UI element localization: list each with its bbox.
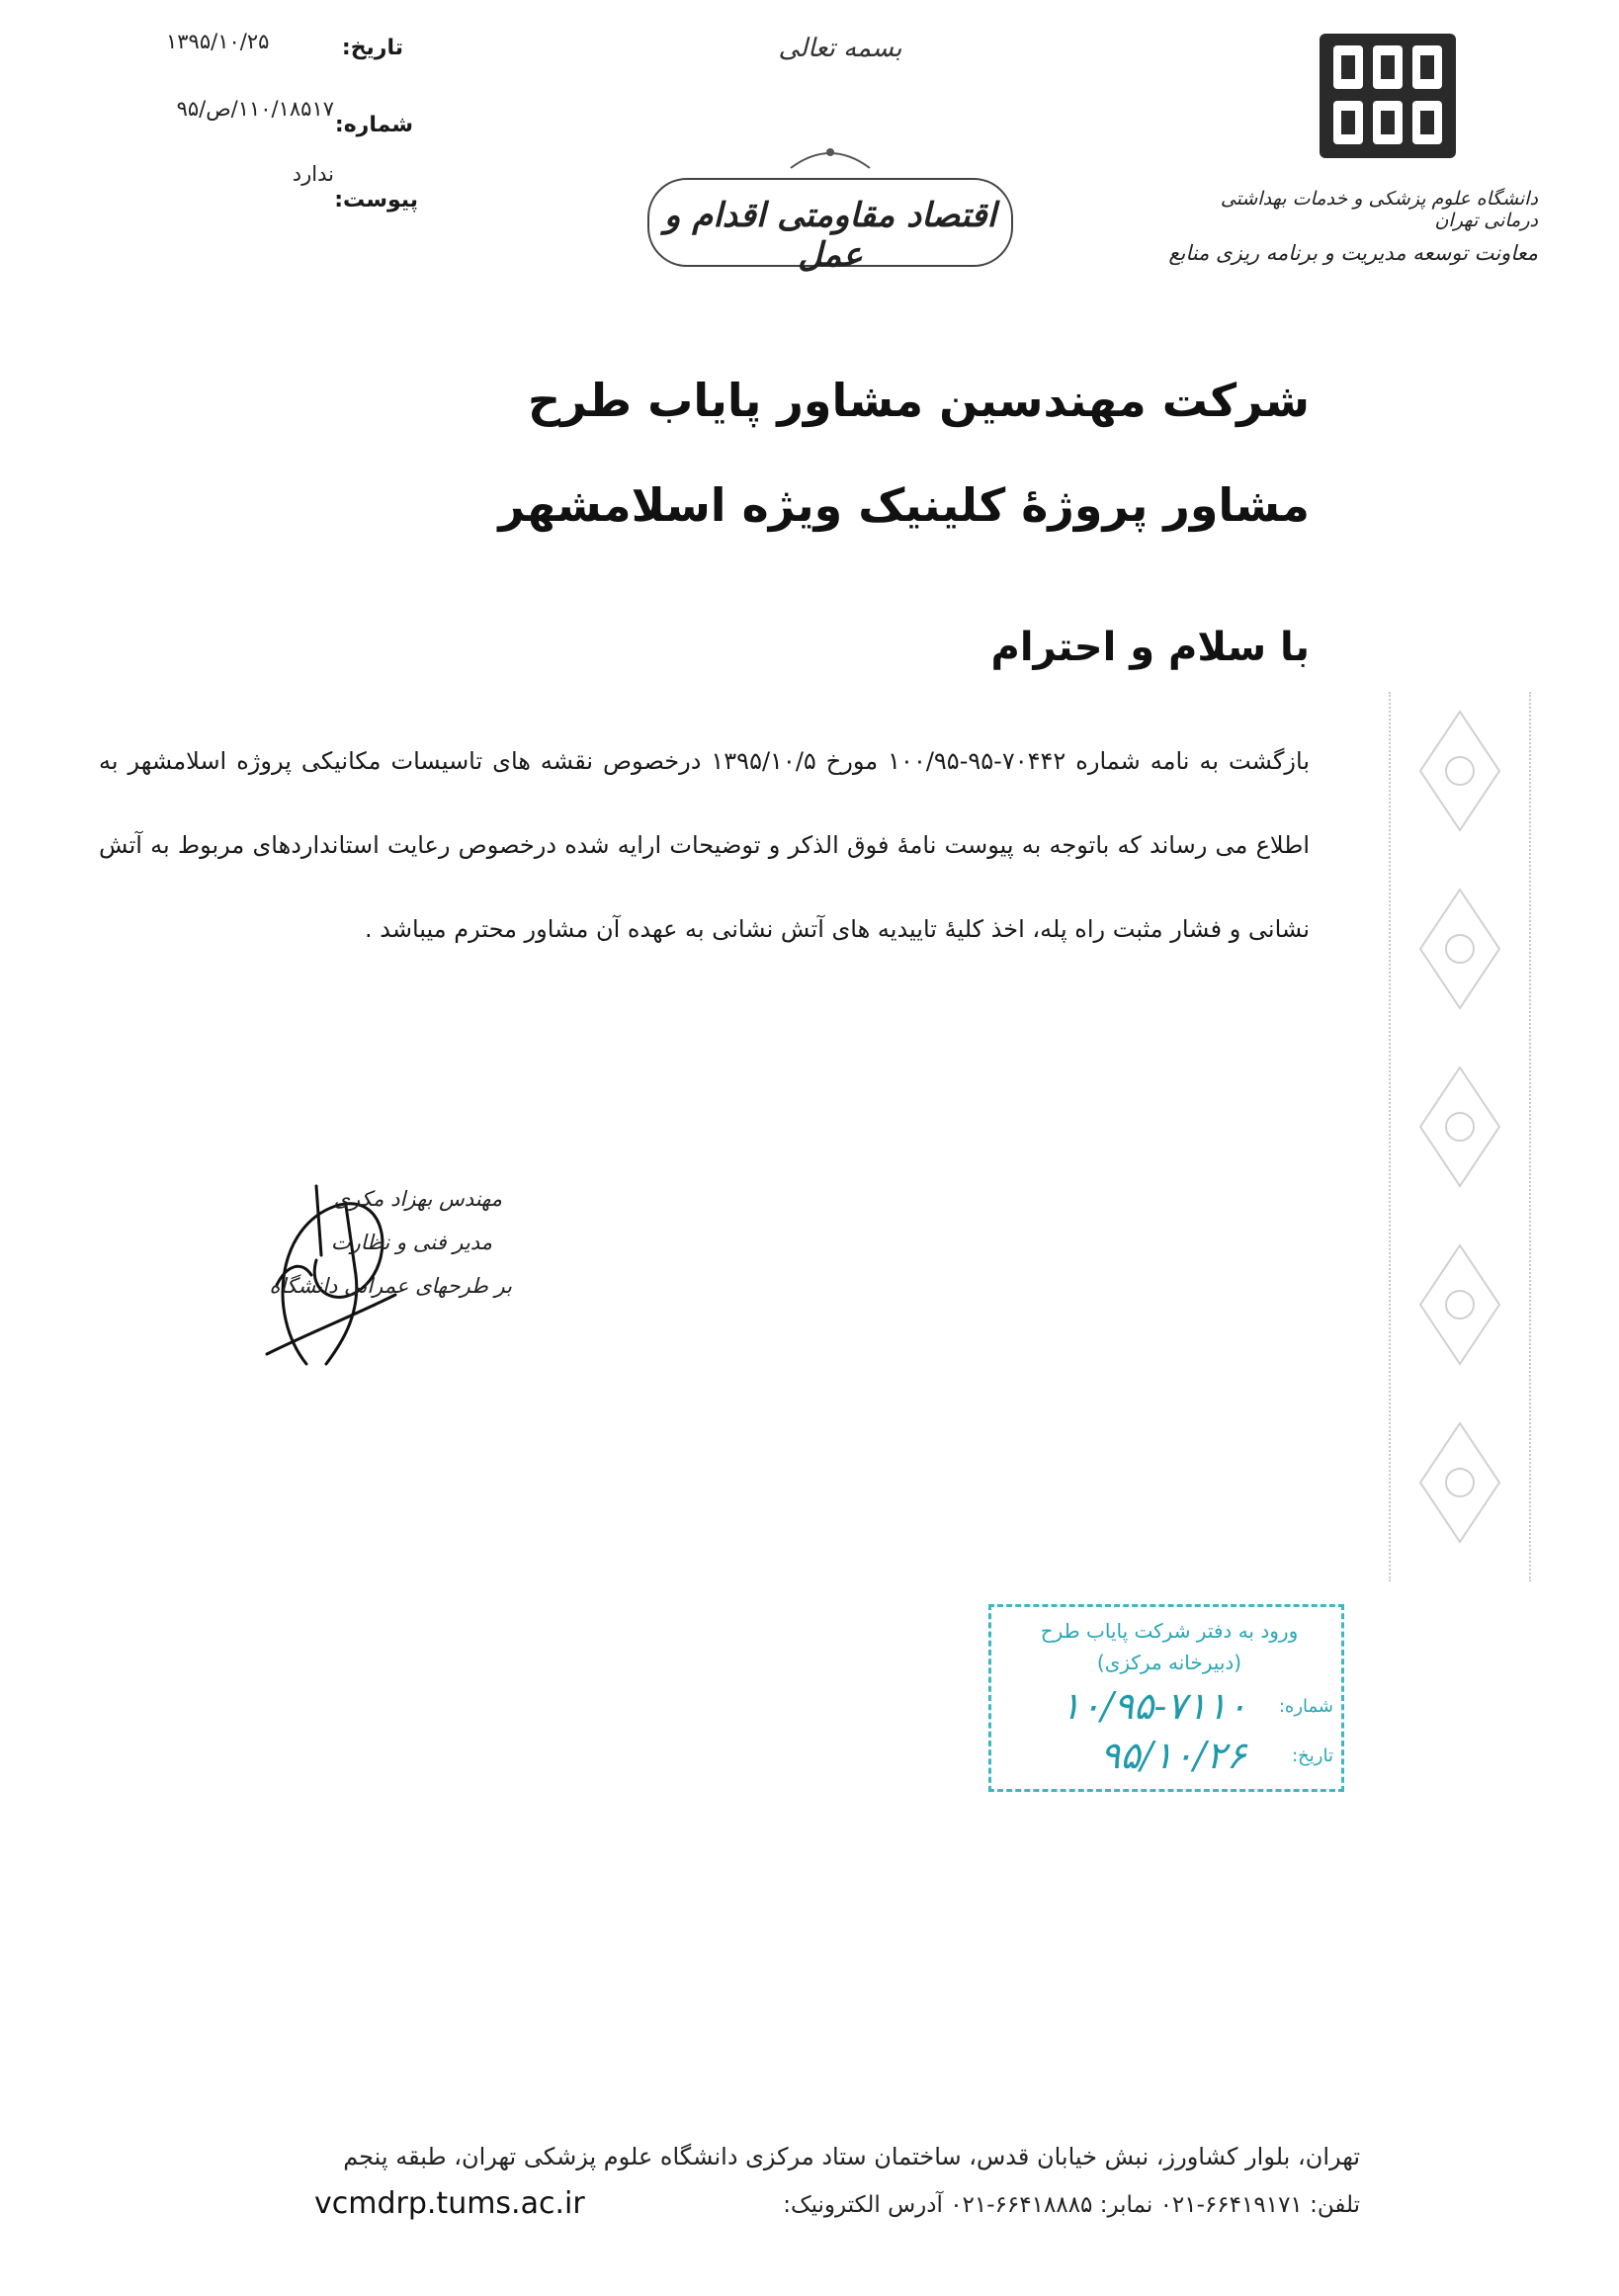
bismillah: بسمه تعالی xyxy=(778,34,902,63)
stamp-date-value: ۹۵/۱۰/۲۶ xyxy=(1100,1734,1247,1777)
number-label: شماره: xyxy=(334,113,413,137)
university-name: دانشگاه علوم پزشکی و خدمات بهداشتی درمانی تهران xyxy=(1220,188,1538,231)
department-name: معاونت توسعه مدیریت و برنامه ریزی منابع xyxy=(1168,241,1538,265)
number-value: ۱۱۰/۱۸۵۱۷/ص/۹۵ xyxy=(176,97,334,121)
recipient-company: شرکت مهندسین مشاور پایاب طرح xyxy=(527,374,1310,427)
attachment-value: ندارد xyxy=(292,162,334,186)
stamp-title: ورود به دفتر شرکت پایاب طرح xyxy=(1040,1619,1299,1643)
slogan: اقتصاد مقاومتی اقدام و عمل xyxy=(664,196,996,275)
university-logo-icon xyxy=(1320,34,1456,158)
footer-website[interactable]: vcmdrp.tums.ac.ir xyxy=(314,2186,585,2221)
stamp-number-label: شماره: xyxy=(1278,1696,1333,1717)
signatory-name: مهندس بهزاد مکری xyxy=(333,1187,502,1211)
stamp-number-value: ۱۰/۹۵-۷۱۱۰ xyxy=(1061,1684,1247,1728)
slogan-ornament-icon xyxy=(781,138,880,174)
signatory-title-2: بر طرحهای عمرانی دانشگاه xyxy=(269,1274,512,1298)
footer-address: تهران، بلوار کشاورز، نبش خیابان قدس، ساختمان ستاد مرکزی دانشگاه علوم پزشکی تهران، طبقه پنجم xyxy=(343,2143,1360,2170)
date-label: تاریخ: xyxy=(341,36,403,60)
date-value: ۱۳۹۵/۱۰/۲۵ xyxy=(166,30,270,53)
stamp-subtitle: (دبیرخانه مرکزی) xyxy=(1096,1651,1242,1674)
stamp-date-label: تاریخ: xyxy=(1292,1745,1333,1766)
footer-contact: تلفن: ۶۶۴۱۹۱۷۱-۰۲۱ نمابر: ۶۶۴۱۸۸۸۵-۰۲۱ آدرس الکترونیک: xyxy=(783,2192,1360,2218)
recipient-project: مشاور پروژهٔ کلینیک ویژه اسلامشهر xyxy=(498,478,1310,532)
attachment-label: پیوست: xyxy=(334,188,418,213)
receipt-stamp xyxy=(988,1604,1344,1792)
decorative-border xyxy=(1389,692,1531,1581)
greeting: با سلام و احترام xyxy=(990,625,1310,670)
letter-body: بازگشت به نامه شماره ۷۰۴۴۲-۹۵-۱۰۰/۹۵ مورخ ۱۳۹۵/۱۰/۵ درخصوص نقشه های تاسیسات مکانیکی پروژه اسلامشهر به اطلاع می رساند که باتوجه به پیوست نامهٔ فوق الذکر و توضیحات ارایه شده درخصوص رعایت استانداردهای مربوط به آتش نشانی و فشار مثبت راه پله، اخذ کلیهٔ تاییدیه های آتش نشانی به عهده آن مشاور محترم میباشد . xyxy=(99,747,1311,943)
signatory-title: مدیر فنی و نظارت xyxy=(330,1231,492,1254)
